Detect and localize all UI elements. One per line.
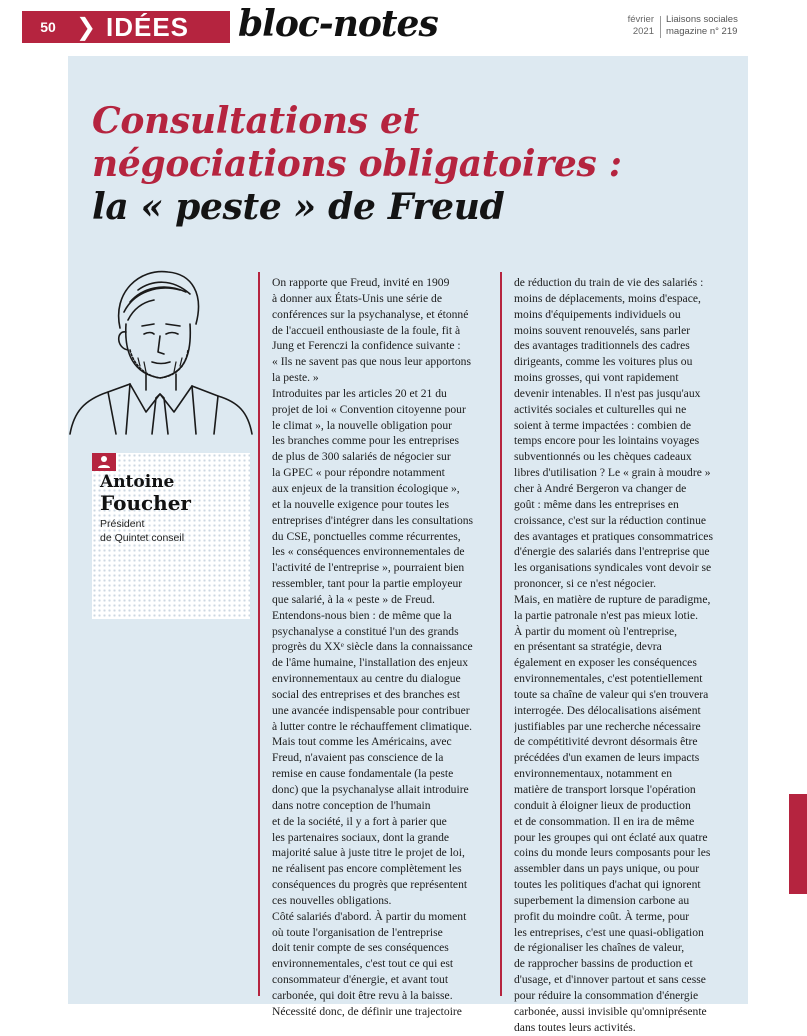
- column-rule: [258, 272, 260, 996]
- body-line: carbonée, aussi invisible qu'omniprésente: [514, 1004, 707, 1018]
- body-line: l'activité de l'entreprise », pourraient bien: [272, 561, 465, 575]
- person-icon-glyph: [92, 453, 116, 471]
- body-line: consommateur d'énergie, et avant tout: [272, 973, 449, 987]
- page-header: [0, 0, 807, 50]
- body-line: temps encore pour les lointains voyages: [514, 434, 700, 448]
- body-line: environnementales, c'est tout ce qui est: [272, 957, 454, 971]
- body-line: en présentant sa stratégie, devra: [514, 640, 662, 654]
- body-line: ressembler, tant pour la partie employeur: [272, 577, 463, 591]
- body-line: la peste. »: [272, 371, 319, 385]
- body-line: dirigeants, comme les voitures plus ou: [514, 355, 693, 369]
- body-line: matière de transport lorsque l'opération: [514, 783, 696, 796]
- body-line: à lutter contre le réchauffement climatique.: [272, 719, 473, 733]
- body-line: que salarié, à la « peste » de Freud.: [272, 592, 435, 606]
- author-last-name: Foucher: [100, 491, 191, 515]
- body-line: des avantages traditionnels des cadres: [514, 339, 690, 353]
- article-title: [92, 100, 732, 229]
- body-line: à donner aux États-Unis une série de: [272, 291, 442, 305]
- body-line: de réduction du train de vie des salariés :: [514, 276, 704, 289]
- body-column-1: [272, 275, 506, 1020]
- section-title: bloc-notes: [238, 3, 438, 45]
- body-line: et de la société, il y a fort à parier que: [272, 814, 447, 828]
- body-line: Freud, n'avaient pas conscience de la: [272, 751, 444, 765]
- body-line: la GPEC « pour répondre notamment: [272, 466, 445, 480]
- person-icon: [92, 453, 116, 471]
- body-line: soient à terme impactées : combien de: [514, 418, 692, 432]
- title-line: Consultations et: [92, 100, 419, 142]
- body-line: Nécessité donc, de définir une trajectoire: [272, 1004, 462, 1018]
- body-line: devenir intenables. Il n'est pas jusqu'aux: [514, 386, 701, 400]
- body-line: de régionaliser les chaînes de valeur,: [514, 941, 685, 955]
- body-line: une avancée indispensable pour contribuer: [272, 703, 470, 717]
- body-line: moins grosses, qui vont rapidement: [514, 371, 679, 385]
- issue-year: 2021: [632, 26, 654, 37]
- chevron-right-icon: ❯: [76, 13, 97, 41]
- body-line: entreprises d'intégrer dans les consultations: [272, 513, 474, 527]
- body-line: donc) que la psychanalyse allait introduire: [272, 783, 469, 796]
- body-line: projet de loi « Convention citoyenne pour: [272, 402, 466, 416]
- body-line: coins du monde leurs composants pour les: [514, 846, 711, 860]
- body-line: goût : même dans les entreprises en: [514, 497, 679, 511]
- body-line: dans toutes leurs activités.: [514, 1020, 636, 1034]
- body-line: de compétitivité devront désormais être: [514, 735, 698, 749]
- body-line: des avantages et pratiques consommatrices: [514, 529, 713, 543]
- body-line: les « conséquences environnementales de: [272, 545, 465, 559]
- body-line: environnementales, c'est potentiellement: [514, 672, 703, 686]
- body-line: cher à André Bergeron va changer de: [514, 481, 687, 495]
- body-line: précédées d'un examen de leurs impacts: [514, 751, 700, 765]
- body-line: justifiables par une recherche nécessaire: [514, 719, 701, 733]
- magazine-name: Liaisons sociales: [666, 14, 738, 25]
- body-line: environnementaux au centre du dialogue: [272, 672, 461, 686]
- body-line: la partie patronale n'est pas mieux lotie.: [514, 608, 698, 622]
- body-line: interrogée. Des délocalisations aisément: [514, 703, 701, 717]
- author-role: [100, 517, 250, 545]
- body-line: conférences sur la psychanalyse, et étonné: [272, 307, 469, 321]
- body-line: superbement la dimension carbone au: [514, 893, 690, 907]
- body-line: d'énergie des salariés dans l'entreprise que: [514, 545, 710, 559]
- body-line: ces nouvelles obligations.: [272, 893, 392, 907]
- body-line: dans notre conception de l'humain: [272, 798, 431, 812]
- body-line: majorité salue à juste titre le projet de loi,: [272, 846, 465, 860]
- author-role-line: de Quintet conseil: [100, 532, 185, 544]
- body-line: Introduites par les articles 20 et 21 du: [272, 386, 447, 400]
- body-line: activités sociales et culturelles qui ne: [514, 402, 687, 416]
- body-line: et de consommation. Il en ira de même: [514, 814, 695, 828]
- issue-date: [590, 14, 654, 38]
- title-line: négociations obligatoires :: [92, 143, 622, 185]
- body-line: On rapporte que Freud, invité en 1909: [272, 276, 450, 289]
- body-line: aux enjeux de la transition écologique »,: [272, 481, 460, 495]
- body-line: d'usage, et d'innover partout et sans cesse: [514, 973, 706, 987]
- title-line: la « peste » de Freud: [92, 186, 505, 228]
- author-portrait-illustration: [68, 262, 254, 436]
- body-line: Jung et Ferenczi la confidence suivante :: [272, 339, 461, 353]
- body-line: moins de déplacements, moins d'espace,: [514, 291, 701, 305]
- body-column-2: [514, 275, 748, 1036]
- magazine-number: magazine n° 219: [666, 26, 738, 37]
- issue-divider: [660, 16, 661, 38]
- body-line: Mais, en matière de rupture de paradigme,: [514, 592, 711, 606]
- body-line: conduit à éloigner lieux de production: [514, 798, 691, 812]
- body-line: remise en cause fondamentale (la peste: [272, 767, 454, 781]
- body-line: les partenaires sociaux, dont la grande: [272, 830, 450, 844]
- body-line: où toute l'organisation de l'entreprise: [272, 925, 443, 939]
- body-line: libres d'utilisation ? Le « grain à moudre »: [514, 466, 711, 480]
- body-line: le climat », la nouvelle obligation pour: [272, 418, 452, 432]
- body-line: croissance, c'est sur la réduction continue: [514, 513, 707, 527]
- body-line: prononcer, si ce n'est négocier.: [514, 577, 656, 591]
- body-line: de rapprocher bassins de production et: [514, 957, 693, 971]
- body-line: de l'accueil enthousiaste de la foule, fit à: [272, 323, 461, 337]
- body-line: toute sa chaîne de valeur qui s'en trouvera: [514, 687, 709, 701]
- body-line: également en exposer les conséquences: [514, 656, 697, 670]
- body-line: carbonée, qui doit être revu à la baisse.: [272, 988, 453, 1002]
- body-line: les entreprises, c'est une quasi-obligation: [514, 925, 704, 939]
- body-line: « Ils ne savent pas que nous leur apportons: [272, 355, 471, 369]
- body-line: moins d'équipements individuels ou: [514, 307, 681, 321]
- rubrique-label: IDÉES: [106, 12, 190, 42]
- body-line: toutes les politiques d'achat qui ignorent: [514, 878, 701, 892]
- body-line: de l'âme humaine, l'installation des enjeux: [272, 656, 469, 670]
- body-line: Côté salariés d'abord. À partir du moment: [272, 909, 467, 923]
- body-line: moins souvent renouvelés, sans parler: [514, 323, 691, 337]
- body-line: progrès du XXᵉ siècle dans la connaissance: [272, 640, 473, 654]
- body-line: conséquences du progrès que représentent: [272, 878, 468, 892]
- body-line: pour les groupes qui ont éclaté aux quatre: [514, 830, 708, 844]
- body-line: et la nouvelle exigence pour toutes les: [272, 497, 450, 511]
- body-line: psychanalyse a constitué l'un des grands: [272, 624, 459, 638]
- body-line: pour réduire la consommation d'énergie: [514, 988, 699, 1002]
- body-line: les organisations syndicales vont devoir se: [514, 561, 712, 575]
- issue-month: février: [627, 14, 654, 25]
- body-line: doit tenir compte de ses conséquences: [272, 941, 449, 955]
- body-line: À partir du moment où l'entreprise,: [514, 624, 678, 638]
- body-line: assembler dans un pays unique, ou pour: [514, 862, 700, 876]
- body-line: les branches comme pour les entreprises: [272, 434, 460, 448]
- page-number: 50: [40, 19, 56, 35]
- body-line: subventionnés ou les chèques cadeaux: [514, 450, 692, 464]
- body-line: Entendons-nous bien : de même que la: [272, 608, 452, 622]
- magazine-info: [666, 14, 776, 38]
- page-edge-tab: [789, 794, 807, 894]
- body-line: profit du moindre coût. À terme, pour: [514, 909, 690, 923]
- body-line: de plus de 300 salariés de négocier sur: [272, 450, 451, 464]
- body-line: du CSE, ponctuelles comme récurrentes,: [272, 529, 461, 543]
- author-first-name: Antoine: [100, 472, 175, 492]
- author-role-line: Président: [100, 518, 145, 530]
- body-line: ne réalisent pas encore complètement les: [272, 862, 462, 876]
- body-line: Mais tout comme les Américains, avec: [272, 735, 452, 749]
- body-line: environnementaux, notamment en: [514, 767, 673, 781]
- body-line: social des entreprises et des branches est: [272, 687, 461, 701]
